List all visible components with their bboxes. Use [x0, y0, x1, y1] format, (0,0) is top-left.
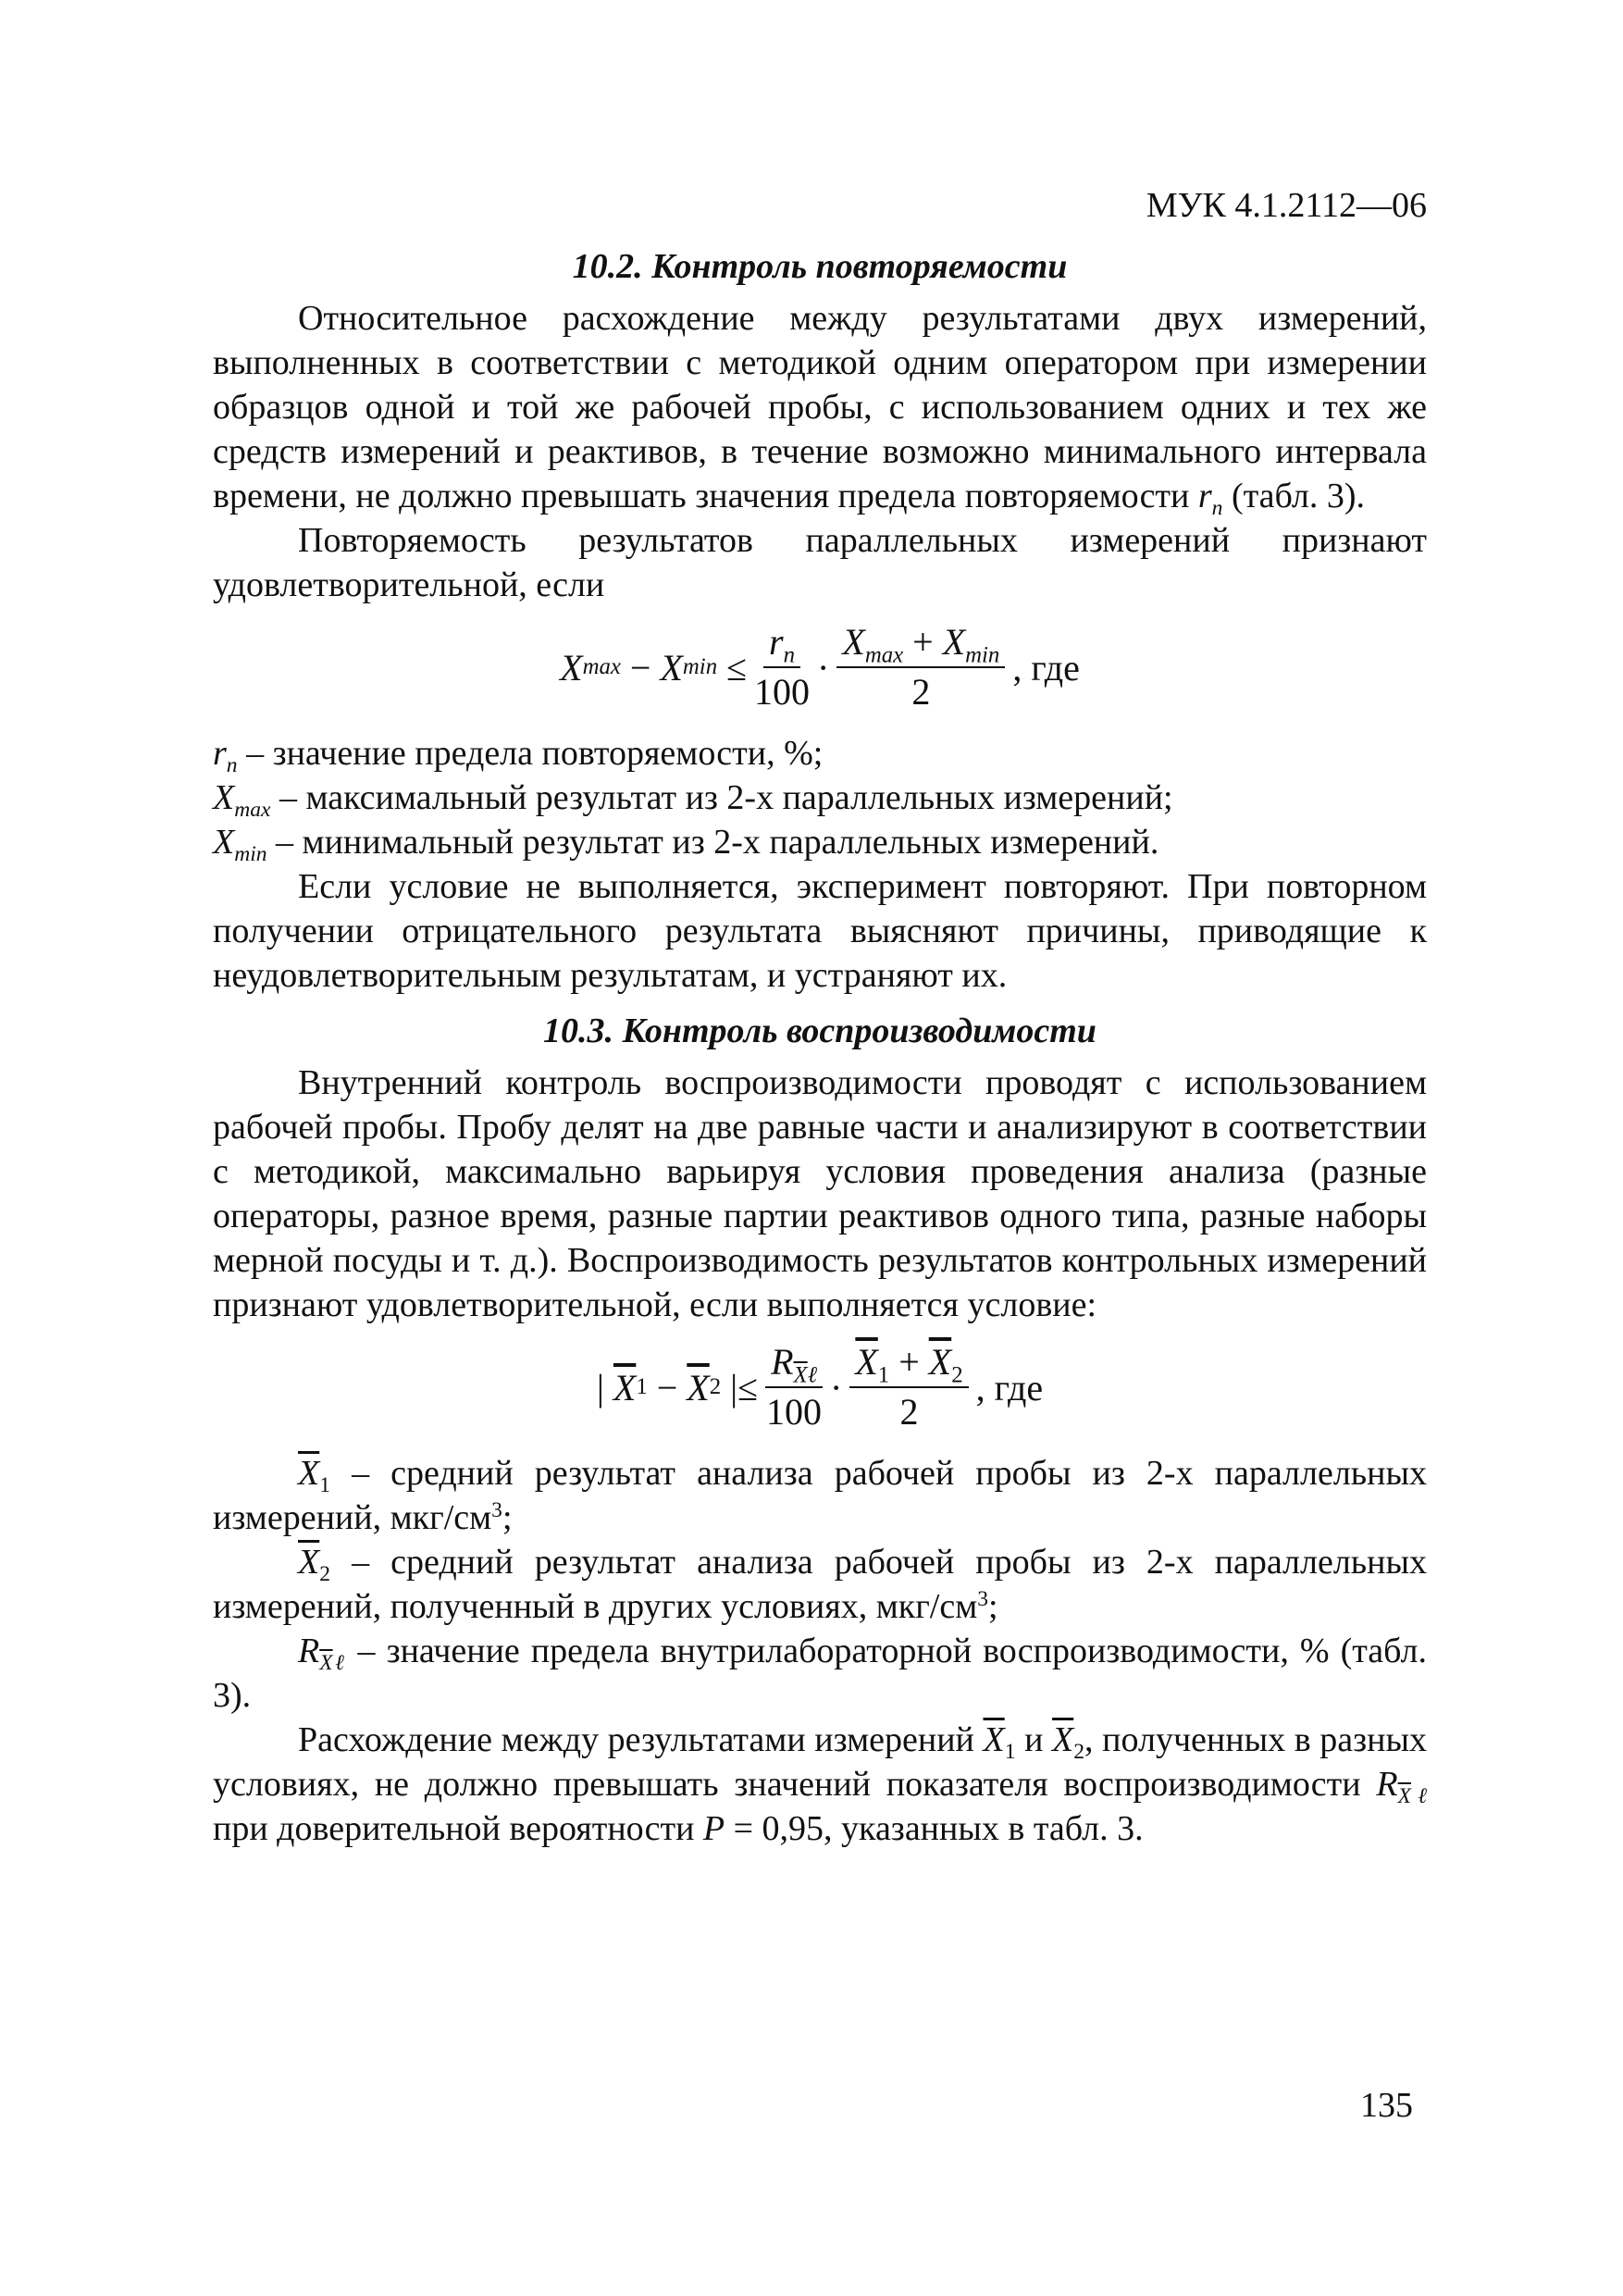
- fraction-rn-over-100: $\frac{r_n}{100}$: [754, 618, 810, 716]
- definition-xmax: $X_{max}$ – максимальный результат из 2-х параллельных измерений;: [213, 778, 1173, 823]
- document-page: [213, 185, 1427, 1851]
- page-number: 135: [1360, 2086, 1413, 2125]
- definition-r-limit: $R_{\overline{X}\ell}$ – значение предела внутрилабораторной воспроизводимости, % (табл. 3).: [213, 1632, 1428, 1715]
- definition-xmin: $X_{min}$ – минимальный результат из 2-х параллельных измерений.: [213, 823, 1159, 867]
- definition-x2-mean: $\overline{X}_2$ – средний результат анализа рабочей пробы из 2-х параллельных измерений, полученный в других условиях, мкг/$см^3$;: [213, 1543, 1427, 1626]
- definition-x1-mean: $\overline{X}_1$ – средний результат анализа рабочей пробы из 2-х параллельных измерений, мкг/$см^3$;: [213, 1454, 1427, 1537]
- section-10-2-title: 10.2. Контроль повторяемости: [572, 247, 1068, 286]
- paragraph-repeatability-intro: Относительное расхождение между результатами двух измерений, выполненных в соответствии с методикой одним оператором при измерении образцов одной и той же рабочей пробы, с использованием одних и тех же средств измерений и реактивов, в течение возможно минимального интервала времени, не должно превышать значения предела повторяемости $r_n$ (табл. 3).: [213, 299, 1427, 521]
- fraction-means-over-2: $\frac{\overline{X}_1 + \overline{X}_2}{2}$: [849, 1338, 968, 1436]
- paragraph-repeatability-condition: Повторяемость результатов параллельных измерений признают удовлетворительной, если: [213, 521, 1427, 604]
- fraction-mean-over-2: $\frac{X_{max} + X_{min}}{2}$: [836, 618, 1005, 716]
- formula-repeatability: X max − X min ≤ $\frac{r_n}{100}$ · $\frac{X_{max} + X_{min}}{2}$ , где: [213, 613, 1427, 722]
- paragraph-repeat-experiment: Если условие не выполняется, эксперимент повторяют. При повторном получении отрицательного результата выясняют причины, приводящие к неудовлетворительным результатам, и устраняют их.: [213, 867, 1427, 995]
- fraction-r-over-100: $\frac{R_{\overline{X}\ell}}{100}$: [765, 1338, 823, 1436]
- document-code: МУК 4.1.2112—06: [1146, 186, 1427, 225]
- paragraph-reproducibility-intro: Внутренний контроль воспроизводимости проводят с использованием рабочей пробы. Пробу делят на две равные части и анализируют в соответствии с методикой, максимально варьируя условия проведения анализа (разные операторы, разное время, разные партии реактивов одного типа, разные наборы мерной посуды и т. д.). Воспроизводимость результатов контрольных измерений признают удовлетворительной, если выполняется условие:: [213, 1063, 1427, 1324]
- section-10-3-title: 10.3. Контроль воспроизводимости: [543, 1011, 1096, 1050]
- definition-rn: $r_n$ – значение предела повторяемости, %;: [213, 734, 824, 778]
- paragraph-reproducibility-discrepancy: Расхождение между результатами измерений $\overline{X}_1$ и $\overline{X}_2$, полученных в разных условиях, не должно превышать значений показателя воспроизводимости $R_{\overline{X}\ell}$ при доверительной вероятности P = 0,95, указанных в табл. 3.: [213, 1720, 1428, 1848]
- formula-reproducibility: | $\overline{X}$ 1 − $\overline{X}$ 2 | ≤ $\frac{R_{\overline{X}\ell}}{100}$ · $\frac{\overline{X}_1 + \overline{X}_2}{2}$ , где: [213, 1333, 1427, 1442]
